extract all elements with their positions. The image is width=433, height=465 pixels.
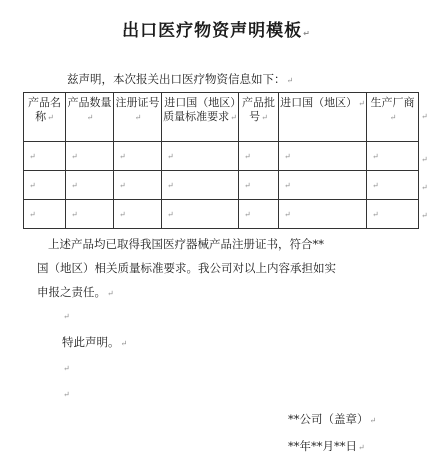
table-cell[interactable]: ↵ (239, 200, 279, 229)
table-cell[interactable]: ↵ (114, 200, 162, 229)
table-cell[interactable]: ↵ (367, 171, 419, 200)
table-cell[interactable]: ↵ (66, 142, 114, 171)
table-cell[interactable]: ↵ (239, 142, 279, 171)
table-cell[interactable]: ↵ (24, 171, 66, 200)
row-end-mark: ↵ (421, 211, 428, 220)
table-cell[interactable]: ↵ (162, 142, 239, 171)
table-row (24, 142, 419, 171)
company-seal-line: **公司（盖章）↵ (288, 412, 377, 426)
header-product-name: 产品名称↵ (24, 93, 66, 142)
header-importing-country: 进口国（地区）↵ (279, 93, 367, 142)
header-quality-standard: 进口国（地区）质量标准要求↵ (162, 93, 239, 142)
table-cell[interactable]: ↵ (114, 142, 162, 171)
table-cell[interactable]: ↵ (162, 171, 239, 200)
row-end-mark: ↵ (421, 155, 428, 164)
table-cell[interactable]: ↵ (367, 142, 419, 171)
row-end-mark: ↵ (421, 183, 428, 192)
header-batch-number: 产品批号↵ (239, 93, 279, 142)
header-product-quantity: 产品数量↵ (66, 93, 114, 142)
table-cell[interactable]: ↵ (279, 171, 367, 200)
statement-line-2: 国（地区）相关质量标准要求。我公司对以上内容承担如实 (37, 261, 336, 275)
header-registration-number: 注册证号↵ (114, 93, 162, 142)
table-cell[interactable]: ↵ (279, 142, 367, 171)
table-cell[interactable]: ↵ (367, 200, 419, 229)
table-cell[interactable]: ↵ (66, 171, 114, 200)
closing-statement: 特此声明。↵ (62, 335, 128, 349)
table-cell[interactable]: ↵ (24, 142, 66, 171)
table-cell[interactable]: ↵ (114, 171, 162, 200)
blank-paragraph: ↵ (63, 390, 70, 399)
header-manufacturer: 生产厂商↵ (367, 93, 419, 142)
table-cell[interactable]: ↵ (239, 171, 279, 200)
table-cell[interactable]: ↵ (279, 200, 367, 229)
document-title: 出口医疗物资声明模板↵ (122, 21, 311, 41)
blank-paragraph: ↵ (63, 312, 70, 321)
product-info-table (23, 92, 419, 229)
intro-line: 兹声明，本次报关出口医疗物资信息如下：↵ (67, 72, 294, 86)
table-cell[interactable]: ↵ (162, 200, 239, 229)
statement-line-1: 上述产品均已取得我国医疗器械产品注册证书，符合** (48, 237, 324, 251)
table-cell[interactable]: ↵ (24, 200, 66, 229)
blank-paragraph: ↵ (63, 364, 70, 373)
table-header-row (24, 93, 419, 142)
table-row (24, 171, 419, 200)
table-row (24, 200, 419, 229)
row-end-mark: ↵ (421, 112, 428, 121)
statement-line-3: 申报之责任。↵ (37, 285, 114, 299)
table-cell[interactable]: ↵ (66, 200, 114, 229)
date-line: **年**月**日↵ (288, 439, 365, 453)
